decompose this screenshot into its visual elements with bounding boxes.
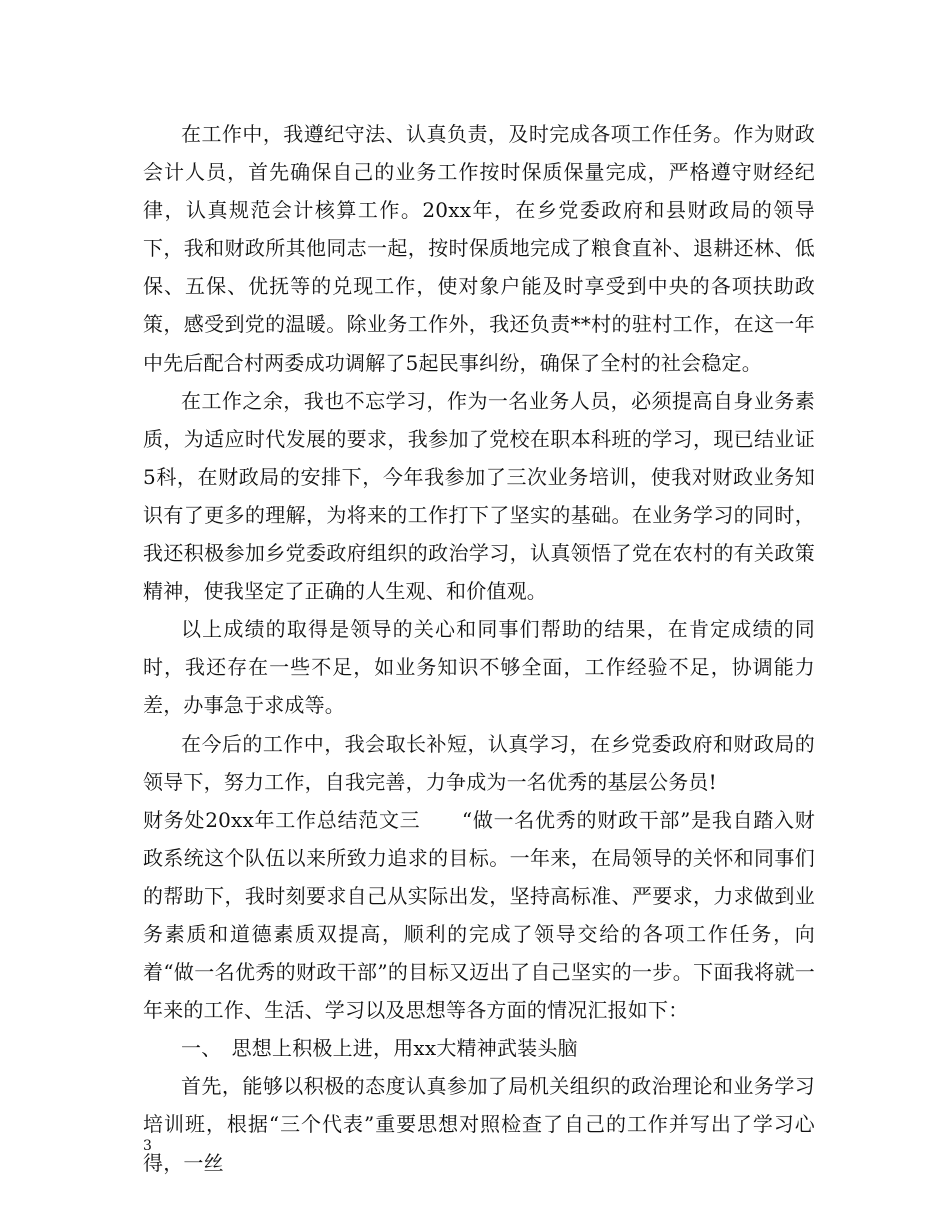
section-heading-ideology: 一、 思想上积极上进，用xx大精神武装头脑	[181, 1036, 578, 1061]
page-number: 3	[143, 1138, 152, 1154]
paragraph-study: 在工作之余，我也不忘学习，作为一名业务人员，必须提高自身业务素质，为适应时代发展的要求，我参加了党校在职本科班的学习，现已结业证5科，在财政局的安排下，今年我参加了三次业务培训，使我对财政业务知识有了更多的理解，为将来的工作打下了坚实的基础。在业务学习的同时，我还积极参加乡党委政府组织的政治学习，认真领悟了党在农村的有关政策精神，使我坚定了正确的人生观、和价值观。	[143, 388, 815, 604]
paragraph-summary-sample-three: 财务处20xx年工作总结范文三 “做一名优秀的财政干部”是我自踏入财政系统这个队伍以来所致力追求的目标。一年来，在局领导的关怀和同事们的帮助下，我时刻要求自己从实际出发，坚持高标准、严要求，力求做到业务素质和道德素质双提高，顺利的完成了领导交给的各项工作任务，向着“做一名优秀的财政干部”的目标又迈出了自己坚实的一步。下面我将就一年来的工作、生活、学习以及思想等各方面的情况汇报如下：	[143, 807, 815, 1023]
paragraph-future: 在今后的工作中，我会取长补短，认真学习，在乡党委政府和财政局的领导下，努力工作，自我完善，力争成为一名优秀的基层公务员!	[143, 731, 815, 794]
paragraph-first-point: 首先，能够以积极的态度认真参加了局机关组织的政治理论和业务学习培训班，根据“三个代表”重要思想对照检查了自己的工作并写出了学习心得，一丝	[143, 1074, 815, 1175]
paragraph-shortcomings: 以上成绩的取得是领导的关心和同事们帮助的结果，在肯定成绩的同时，我还存在一些不足，如业务知识不够全面，工作经验不足，协调能力差，办事急于求成等。	[143, 617, 815, 718]
document-body	[143, 115, 815, 1182]
paragraph-work-duties: 在工作中，我遵纪守法、认真负责，及时完成各项工作任务。作为财政会计人员，首先确保自己的业务工作按时保质保量完成，严格遵守财经纪律，认真规范会计核算工作。20xx年，在乡党委政府和县财政局的领导下，我和财政所其他同志一起，按时保质地完成了粮食直补、退耕还林、低保、五保、优抚等的兑现工作，使对象户能及时享受到中央的各项扶助政策，感受到党的温暖。除业务工作外，我还负责**村的驻村工作，在这一年中先后配合村两委成功调解了5起民事纠纷，确保了全村的社会稳定。	[143, 122, 815, 375]
